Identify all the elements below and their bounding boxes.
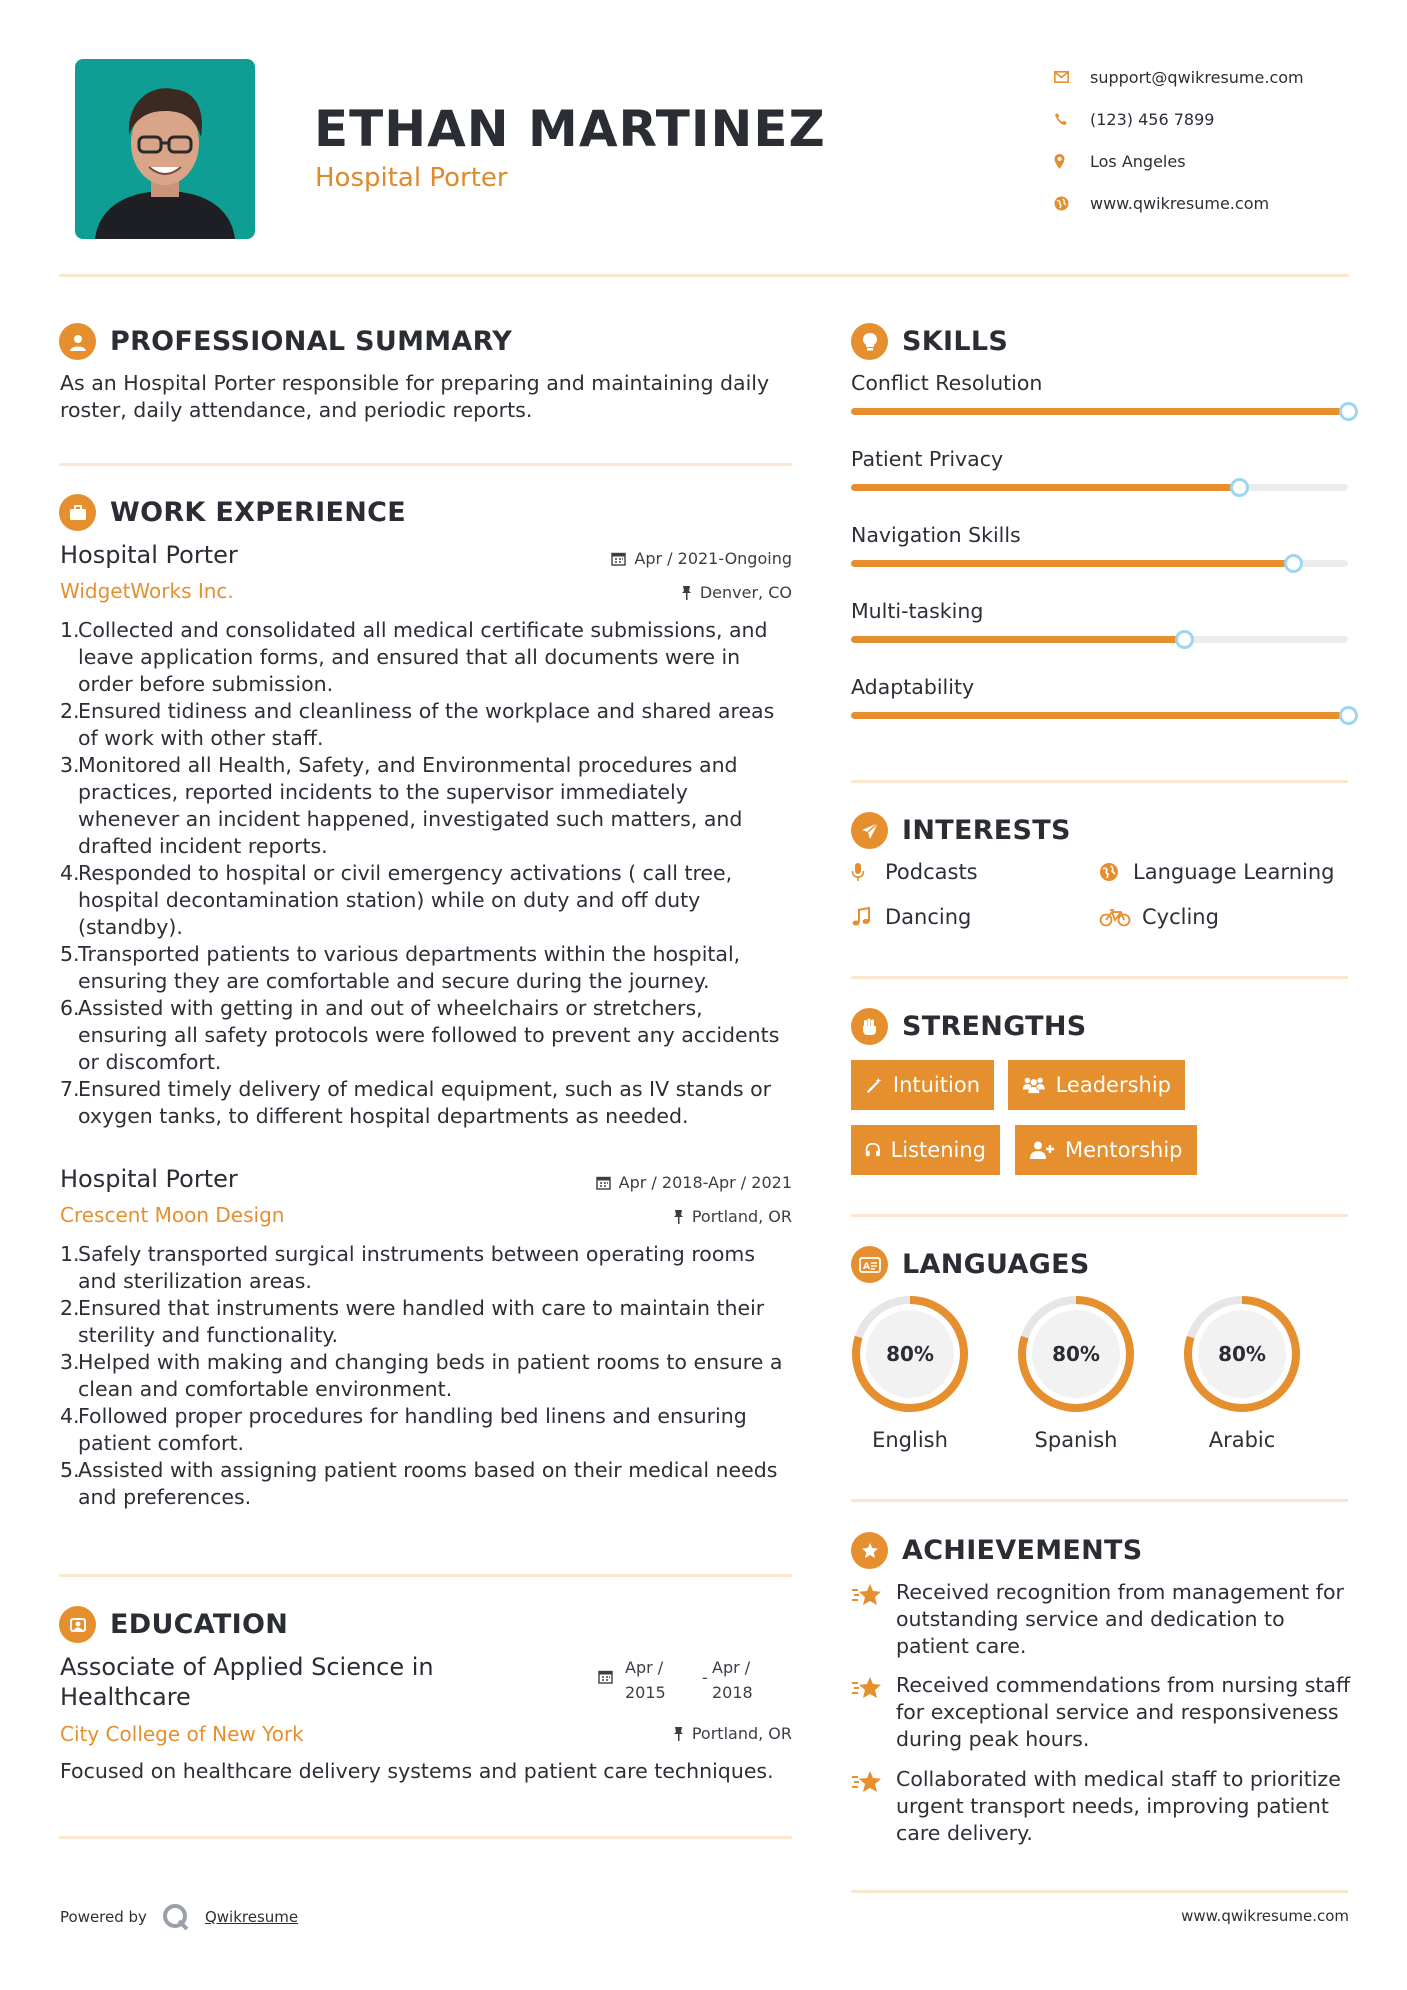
- list-item: 3. Monitored all Health, Safety, and Environmental procedures and practices, reported incidents to the supervisor immediately whenever an incident happened, investigated such matters, and drafted incident reports.: [60, 753, 743, 858]
- strength-badge-listening: Listening: [851, 1125, 1000, 1175]
- skill-level-knob: [1339, 706, 1358, 725]
- music-note-icon: [851, 907, 885, 927]
- achievement-item: Received commendations from nursing staff for exceptional service and responsiveness during peak hours.: [851, 1672, 1351, 1753]
- skill-level-fill: [851, 636, 1184, 643]
- skills-heading: [851, 323, 1008, 360]
- list-item: 7. Ensured timely delivery of medical equipment, such as IV stands or oxygen tanks, to different hospital departments as needed.: [60, 1077, 772, 1128]
- map-pin-icon: [1054, 154, 1090, 169]
- contact-list: [1054, 56, 1304, 224]
- candidate-name: ETHAN MARTINEZ: [314, 100, 826, 158]
- bicycle-icon: [1099, 907, 1142, 927]
- strength-badge-mentorship: Mentorship: [1015, 1125, 1197, 1175]
- education-description: Focused on healthcare delivery systems and patient care techniques.: [60, 1759, 774, 1783]
- interest-item-cycling: Cycling: [1099, 905, 1219, 929]
- interest-item-podcasts: Podcasts: [851, 860, 978, 884]
- education-start-date: Apr / 2015: [625, 1658, 666, 1702]
- svg-text:A: A: [862, 1261, 870, 1272]
- list-item: 4. Responded to hospital or civil emergency activations ( call tree, hospital decontamination station) while on duty and off duty (standby).: [60, 861, 733, 939]
- skill-level-knob: [1175, 630, 1194, 649]
- education-heading: [59, 1606, 288, 1643]
- date-separator: -: [702, 1668, 708, 1687]
- job-entry: [60, 1165, 792, 1511]
- skill-name: Patient Privacy: [851, 447, 1004, 471]
- profile-photo: [75, 59, 255, 239]
- contact-website[interactable]: [1054, 182, 1304, 224]
- interest-item-language-learning: Language Learning: [1099, 860, 1334, 884]
- education-location: Portland, OR: [673, 1724, 792, 1743]
- strengths-title: STRENGTHS: [902, 1011, 1087, 1042]
- list-item: 5. Transported patients to various departments within the hospital, ensuring they are comfortable and secure during the journey.: [60, 942, 741, 993]
- paper-plane-icon: [851, 812, 888, 849]
- qwikresume-logo-icon: [161, 1902, 191, 1932]
- header-divider: [59, 274, 1349, 277]
- skill-level-knob: [1230, 478, 1249, 497]
- language-ring: [1014, 1292, 1138, 1416]
- skill-name: Adaptability: [851, 675, 975, 699]
- job-duties-list: [60, 617, 792, 1130]
- language-name: Arabic: [1208, 1428, 1276, 1452]
- user-icon: [59, 323, 96, 360]
- star-icon: [851, 1766, 896, 1847]
- skill-level-fill: [851, 560, 1293, 567]
- star-icon: [851, 1579, 896, 1660]
- contact-website-text: www.qwikresume.com: [1090, 193, 1270, 213]
- languages-divider: [851, 1499, 1348, 1502]
- language-item: [1180, 1292, 1304, 1452]
- powered-by-label: Powered by: [60, 1908, 147, 1926]
- education-school: City College of New York: [60, 1722, 304, 1746]
- phone-icon: [1054, 112, 1090, 126]
- education-dates: [598, 1669, 613, 1684]
- skill-level-fill: [851, 484, 1239, 491]
- list-item: 6. Assisted with getting in and out of wheelchairs or stretchers, ensuring all safety protocols were followed to prevent any accidents or discomfort.: [60, 996, 780, 1074]
- job-dates: [596, 1173, 792, 1192]
- pushpin-icon: [681, 585, 692, 600]
- skills-divider: [851, 780, 1348, 783]
- pushpin-icon: [673, 1209, 684, 1224]
- job-dates-text: Apr / 2021-Ongoing: [634, 549, 792, 568]
- skill-level-bar: [851, 484, 1348, 491]
- list-item: 2. Ensured that instruments were handled with care to maintain their sterility and functionality.: [60, 1296, 765, 1347]
- education-end-date: Apr / 2018: [712, 1658, 753, 1702]
- skills-title: SKILLS: [902, 326, 1009, 357]
- experience-title: WORK EXPERIENCE: [110, 497, 406, 528]
- language-item: [848, 1292, 972, 1452]
- calendar-icon: [596, 1175, 611, 1190]
- strengths-heading: [851, 1008, 1087, 1045]
- achievements-heading: [851, 1532, 1143, 1569]
- graduation-icon: [59, 1606, 96, 1643]
- strength-badge-intuition: Intuition: [851, 1060, 994, 1110]
- footer-url[interactable]: www.qwikresume.com: [1181, 1907, 1349, 1925]
- language-name: English: [872, 1428, 948, 1452]
- interest-item-dancing: Dancing: [851, 905, 971, 929]
- pushpin-icon: [673, 1726, 684, 1741]
- languages-title: LANGUAGES: [902, 1249, 1090, 1280]
- list-item: 1. Safely transported surgical instruments between operating rooms and sterilization areas.: [60, 1242, 756, 1293]
- job-location: [681, 583, 792, 602]
- globe-icon: [1099, 862, 1133, 882]
- languages-heading: [851, 1246, 1090, 1283]
- language-card-icon: [851, 1246, 888, 1283]
- strength-badge-leadership: Leadership: [1008, 1060, 1185, 1110]
- star-icon: [851, 1672, 896, 1753]
- job-location: [673, 1207, 792, 1226]
- education-title: EDUCATION: [110, 1609, 289, 1640]
- contact-location: [1054, 140, 1304, 182]
- list-item: 1. Collected and consolidated all medical certificate submissions, and leave application forms, and ensured that all documents were in order before submission.: [60, 618, 768, 696]
- skill-level-bar: [851, 560, 1348, 567]
- job-title: Hospital Porter: [60, 1165, 238, 1193]
- list-item: 5. Assisted with assigning patient rooms based on their medical needs and preferences.: [60, 1458, 778, 1509]
- interests-title: INTERESTS: [902, 815, 1071, 846]
- skill-level-fill: [851, 712, 1348, 719]
- globe-icon: [1054, 196, 1090, 211]
- footer-powered-by: [60, 1902, 298, 1932]
- user-plus-icon: [1029, 1140, 1055, 1160]
- skill-name: Multi-tasking: [851, 599, 984, 623]
- qwikresume-link[interactable]: Qwikresume: [204, 1908, 299, 1926]
- achievements-divider: [851, 1890, 1348, 1893]
- trophy-star-icon: [851, 1532, 888, 1569]
- skill-level-fill: [851, 408, 1348, 415]
- contact-email[interactable]: [1054, 56, 1304, 98]
- job-location-text: Denver, CO: [699, 583, 792, 602]
- language-name: Spanish: [1034, 1428, 1118, 1452]
- achievements-title: ACHIEVEMENTS: [902, 1535, 1143, 1566]
- contact-phone-text: (123) 456 7899: [1090, 109, 1215, 129]
- microphone-icon: [851, 862, 885, 882]
- lightbulb-icon: [851, 323, 888, 360]
- skill-level-bar: [851, 636, 1348, 643]
- skill-level-knob: [1284, 554, 1303, 573]
- summary-title: PROFESSIONAL SUMMARY: [110, 326, 513, 357]
- job-duties-list: [60, 1241, 792, 1511]
- skill-name: Conflict Resolution: [851, 371, 1043, 395]
- achievement-item: Collaborated with medical staff to prioritize urgent transport needs, improving patient care delivery.: [851, 1766, 1351, 1847]
- language-ring: [1180, 1292, 1304, 1416]
- education-divider: [59, 1836, 792, 1839]
- summary-heading: [59, 323, 512, 360]
- job-title: Hospital Porter: [60, 541, 238, 569]
- list-item: 3. Helped with making and changing beds in patient rooms to ensure a clean and comfortable environment.: [60, 1350, 783, 1401]
- job-location-text: Portland, OR: [691, 1207, 792, 1226]
- users-icon: [1022, 1075, 1046, 1095]
- language-percent: 80%: [886, 1342, 934, 1366]
- experience-divider: [59, 1574, 792, 1577]
- list-item: 2. Ensured tidiness and cleanliness of the workplace and shared areas of work with other staff.: [60, 699, 775, 750]
- job-company: Crescent Moon Design: [60, 1203, 285, 1227]
- contact-location-text: Los Angeles: [1090, 151, 1186, 171]
- list-item: 4. Followed proper procedures for handling bed linens and ensuring patient comfort.: [60, 1404, 747, 1455]
- contact-email-text: support@qwikresume.com: [1090, 67, 1304, 87]
- briefcase-icon: [59, 494, 96, 531]
- skill-name: Navigation Skills: [851, 523, 1021, 547]
- magic-wand-icon: [865, 1075, 883, 1095]
- summary-divider: [59, 463, 792, 466]
- job-company: WidgetWorks Inc.: [60, 579, 234, 603]
- language-percent: 80%: [1052, 1342, 1100, 1366]
- skill-level-bar: [851, 408, 1348, 415]
- skill-item: [851, 599, 1348, 623]
- job-dates: [611, 549, 792, 568]
- skill-item: [851, 675, 1348, 699]
- language-ring: [848, 1292, 972, 1416]
- skill-item: [851, 523, 1348, 547]
- interests-divider: [851, 976, 1348, 979]
- skill-item: [851, 371, 1348, 395]
- language-item: [1014, 1292, 1138, 1452]
- calendar-icon: [611, 551, 626, 566]
- envelope-icon: [1054, 71, 1090, 83]
- candidate-role: Hospital Porter: [315, 163, 508, 193]
- skill-level-knob: [1339, 402, 1358, 421]
- language-percent: 80%: [1218, 1342, 1266, 1366]
- headphones-icon: [865, 1140, 881, 1160]
- summary-text: As an Hospital Porter responsible for preparing and maintaining daily roster, daily attendance, and periodic reports.: [60, 371, 770, 422]
- interests-heading: [851, 812, 1071, 849]
- strengths-divider: [851, 1214, 1348, 1217]
- job-dates-text: Apr / 2018-Apr / 2021: [618, 1173, 792, 1192]
- fist-icon: [851, 1008, 888, 1045]
- education-degree: Associate of Applied Science in Healthcare: [60, 1653, 434, 1711]
- contact-phone[interactable]: [1054, 98, 1304, 140]
- skill-level-bar: [851, 712, 1348, 719]
- skill-item: [851, 447, 1348, 471]
- calendar-icon: [598, 1669, 613, 1684]
- job-entry: [60, 541, 792, 1130]
- achievement-item: Received recognition from management for outstanding service and dedication to patient care.: [851, 1579, 1351, 1660]
- experience-heading: [59, 494, 406, 531]
